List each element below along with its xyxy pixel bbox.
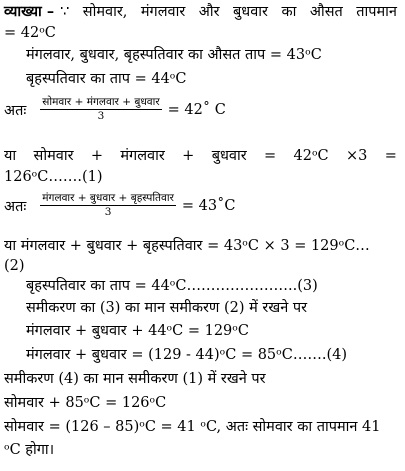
line-6-word: ×3 [346, 148, 368, 164]
line-6-word: + [182, 148, 195, 164]
line-6-word: या [4, 148, 17, 164]
line-7: 126ᵒC…….(1) [4, 169, 103, 185]
line-6-word: बुधवार [211, 148, 247, 164]
line-1 [4, 2, 397, 22]
fraction-1-prefix: अतः [4, 102, 27, 119]
line-1-word: सोमवार, [82, 4, 128, 20]
fraction-equation-1 [4, 96, 226, 123]
fraction-2-numerator: मंगलवार + बुधवार + बृहस्पतिवार [42, 192, 174, 204]
line-9: या मंगलवार + बुधवार + बृहस्पतिवार = 43ᵒC × 3 = 129ᵒC… [4, 238, 370, 254]
line-6-word: मंगलवार [120, 148, 165, 164]
line-18: ᵒC होगा। [4, 442, 55, 458]
line-1-text [54, 2, 397, 22]
line-6-word: + [90, 148, 104, 164]
line-1-word: का [281, 4, 297, 20]
line-1-word: मंगलवार [140, 4, 186, 20]
line-15: समीकरण (4) का मान समीकरण (1) में रखने पर [4, 371, 266, 387]
line-17: सोमवार = (126 – 85)ᵒC = 41 ᵒC, अतः सोमवार का तापमान 41 [4, 419, 381, 435]
line-1-word: बुधवार [233, 4, 268, 20]
fraction-equation-2 [4, 192, 235, 219]
fraction-1-numerator: सोमवार + मंगलवार + बुधवार [42, 96, 160, 108]
fraction-1-result: = 42˚ C [167, 101, 226, 118]
line-6-word: = [264, 148, 277, 164]
fraction-1-denominator: 3 [97, 110, 105, 122]
fraction-2-prefix: अतः [4, 198, 27, 215]
line-11: बृहस्पतिवार का ताप = 44ᵒC…………………..(3) [26, 278, 318, 294]
line-4: बृहस्पतिवार का ताप = 44ᵒC [26, 71, 187, 87]
line-1-word: ∵ [60, 4, 70, 20]
line-1-word: और [198, 4, 220, 20]
explanation-heading: व्याख्या – [4, 3, 55, 20]
fraction-2-denominator: 3 [104, 206, 112, 218]
line-12: समीकरण का (3) का मान समीकरण (2) में रखने पर [26, 300, 308, 316]
line-13: मंगलवार + बुधवार + 44ᵒC = 129ᵒC [26, 323, 249, 339]
line-6-word: सोमवार [33, 148, 74, 164]
line-10: (2) [4, 258, 25, 274]
line-14: मंगलवार + बुधवार = (129 - 44)ᵒC = 85ᵒC…….(4) [26, 347, 347, 363]
line-6-word: = [384, 148, 397, 164]
fraction-1 [40, 96, 161, 123]
line-1-word: तापमान [356, 4, 397, 20]
line-6 [4, 146, 397, 166]
fraction-2 [40, 192, 176, 219]
line-6-word: 42ᵒC [293, 148, 329, 164]
line-2: = 42ᵒC [4, 25, 56, 41]
line-1-word: औसत [309, 4, 343, 20]
line-3: मंगलवार, बुधवार, बृहस्पतिवार का औसत ताप = 43ᵒC [26, 47, 322, 63]
line-16: सोमवार + 85ᵒC = 126ᵒC [4, 395, 167, 411]
fraction-2-result: = 43˚C [181, 197, 236, 214]
